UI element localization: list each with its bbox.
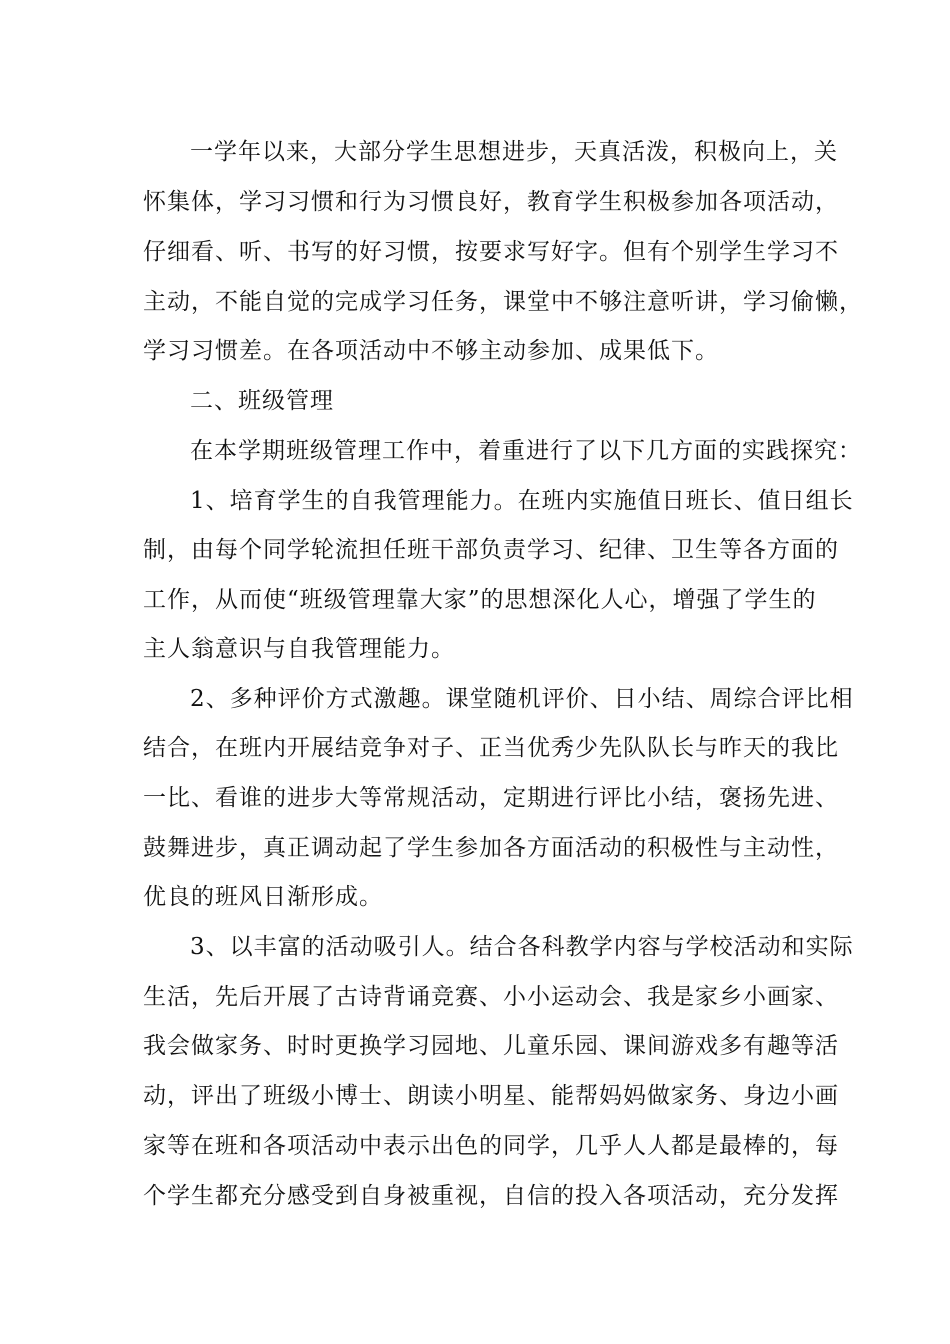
text-line: 在本学期班级管理工作中，着重进行了以下几方面的实践探究： bbox=[190, 438, 862, 464]
text-line: 怀集体，学习习惯和行为习惯良好，教育学生积极参加各项活动， bbox=[143, 189, 839, 215]
text-line: 3、以丰富的活动吸引人。结合各科教学内容与学校活动和实际 bbox=[190, 934, 854, 960]
text-line: 我会做家务、时时更换学习园地、儿童乐园、课间游戏多有趣等活 bbox=[143, 1033, 839, 1059]
text-line: 优良的班风日渐形成。 bbox=[143, 884, 383, 910]
text-line: 仔细看、听、书写的好习惯，按要求写好字。但有个别学生学习不 bbox=[143, 239, 839, 265]
text-line: 制，由每个同学轮流担任班干部负责学习、纪律、卫生等各方面的 bbox=[143, 537, 839, 563]
text-line: 生活，先后开展了古诗背诵竞赛、小小运动会、我是家乡小画家、 bbox=[143, 984, 839, 1010]
text-line: 学习习惯差。在各项活动中不够主动参加、成果低下。 bbox=[143, 338, 719, 364]
text-line: 个学生都充分感受到自身被重视，自信的投入各项活动，充分发挥 bbox=[143, 1183, 839, 1209]
text-line: 鼓舞进步，真正调动起了学生参加各方面活动的积极性与主动性， bbox=[143, 835, 839, 861]
section-heading: 二、班级管理 bbox=[190, 388, 334, 414]
text-line: 一比、看谁的进步大等常规活动，定期进行评比小结，褒扬先进、 bbox=[143, 785, 839, 811]
text-line: 主动，不能自觉的完成学习任务，课堂中不够注意听讲，学习偷懒， bbox=[143, 289, 863, 315]
text-line: 主人翁意识与自我管理能力。 bbox=[143, 636, 455, 662]
text-line: 2、多种评价方式激趣。课堂随机评价、日小结、周综合评比相 bbox=[190, 686, 854, 712]
text-line: 结合，在班内开展结竞争对子、正当优秀少先队队长与昨天的我比 bbox=[143, 735, 839, 761]
text-line: 1、培育学生的自我管理能力。在班内实施值日班长、值日组长 bbox=[190, 488, 854, 514]
text-line: 动，评出了班级小博士、朗读小明星、能帮妈妈做家务、身边小画 bbox=[143, 1083, 839, 1109]
text-line: 工作，从而使“班级管理靠大家”的思想深化人心，增强了学生的 bbox=[143, 587, 817, 613]
text-line: 家等在班和各项活动中表示出色的同学，几乎人人都是最棒的，每 bbox=[143, 1133, 839, 1159]
text-line: 一学年以来，大部分学生思想进步，天真活泼，积极向上，关 bbox=[190, 139, 838, 165]
